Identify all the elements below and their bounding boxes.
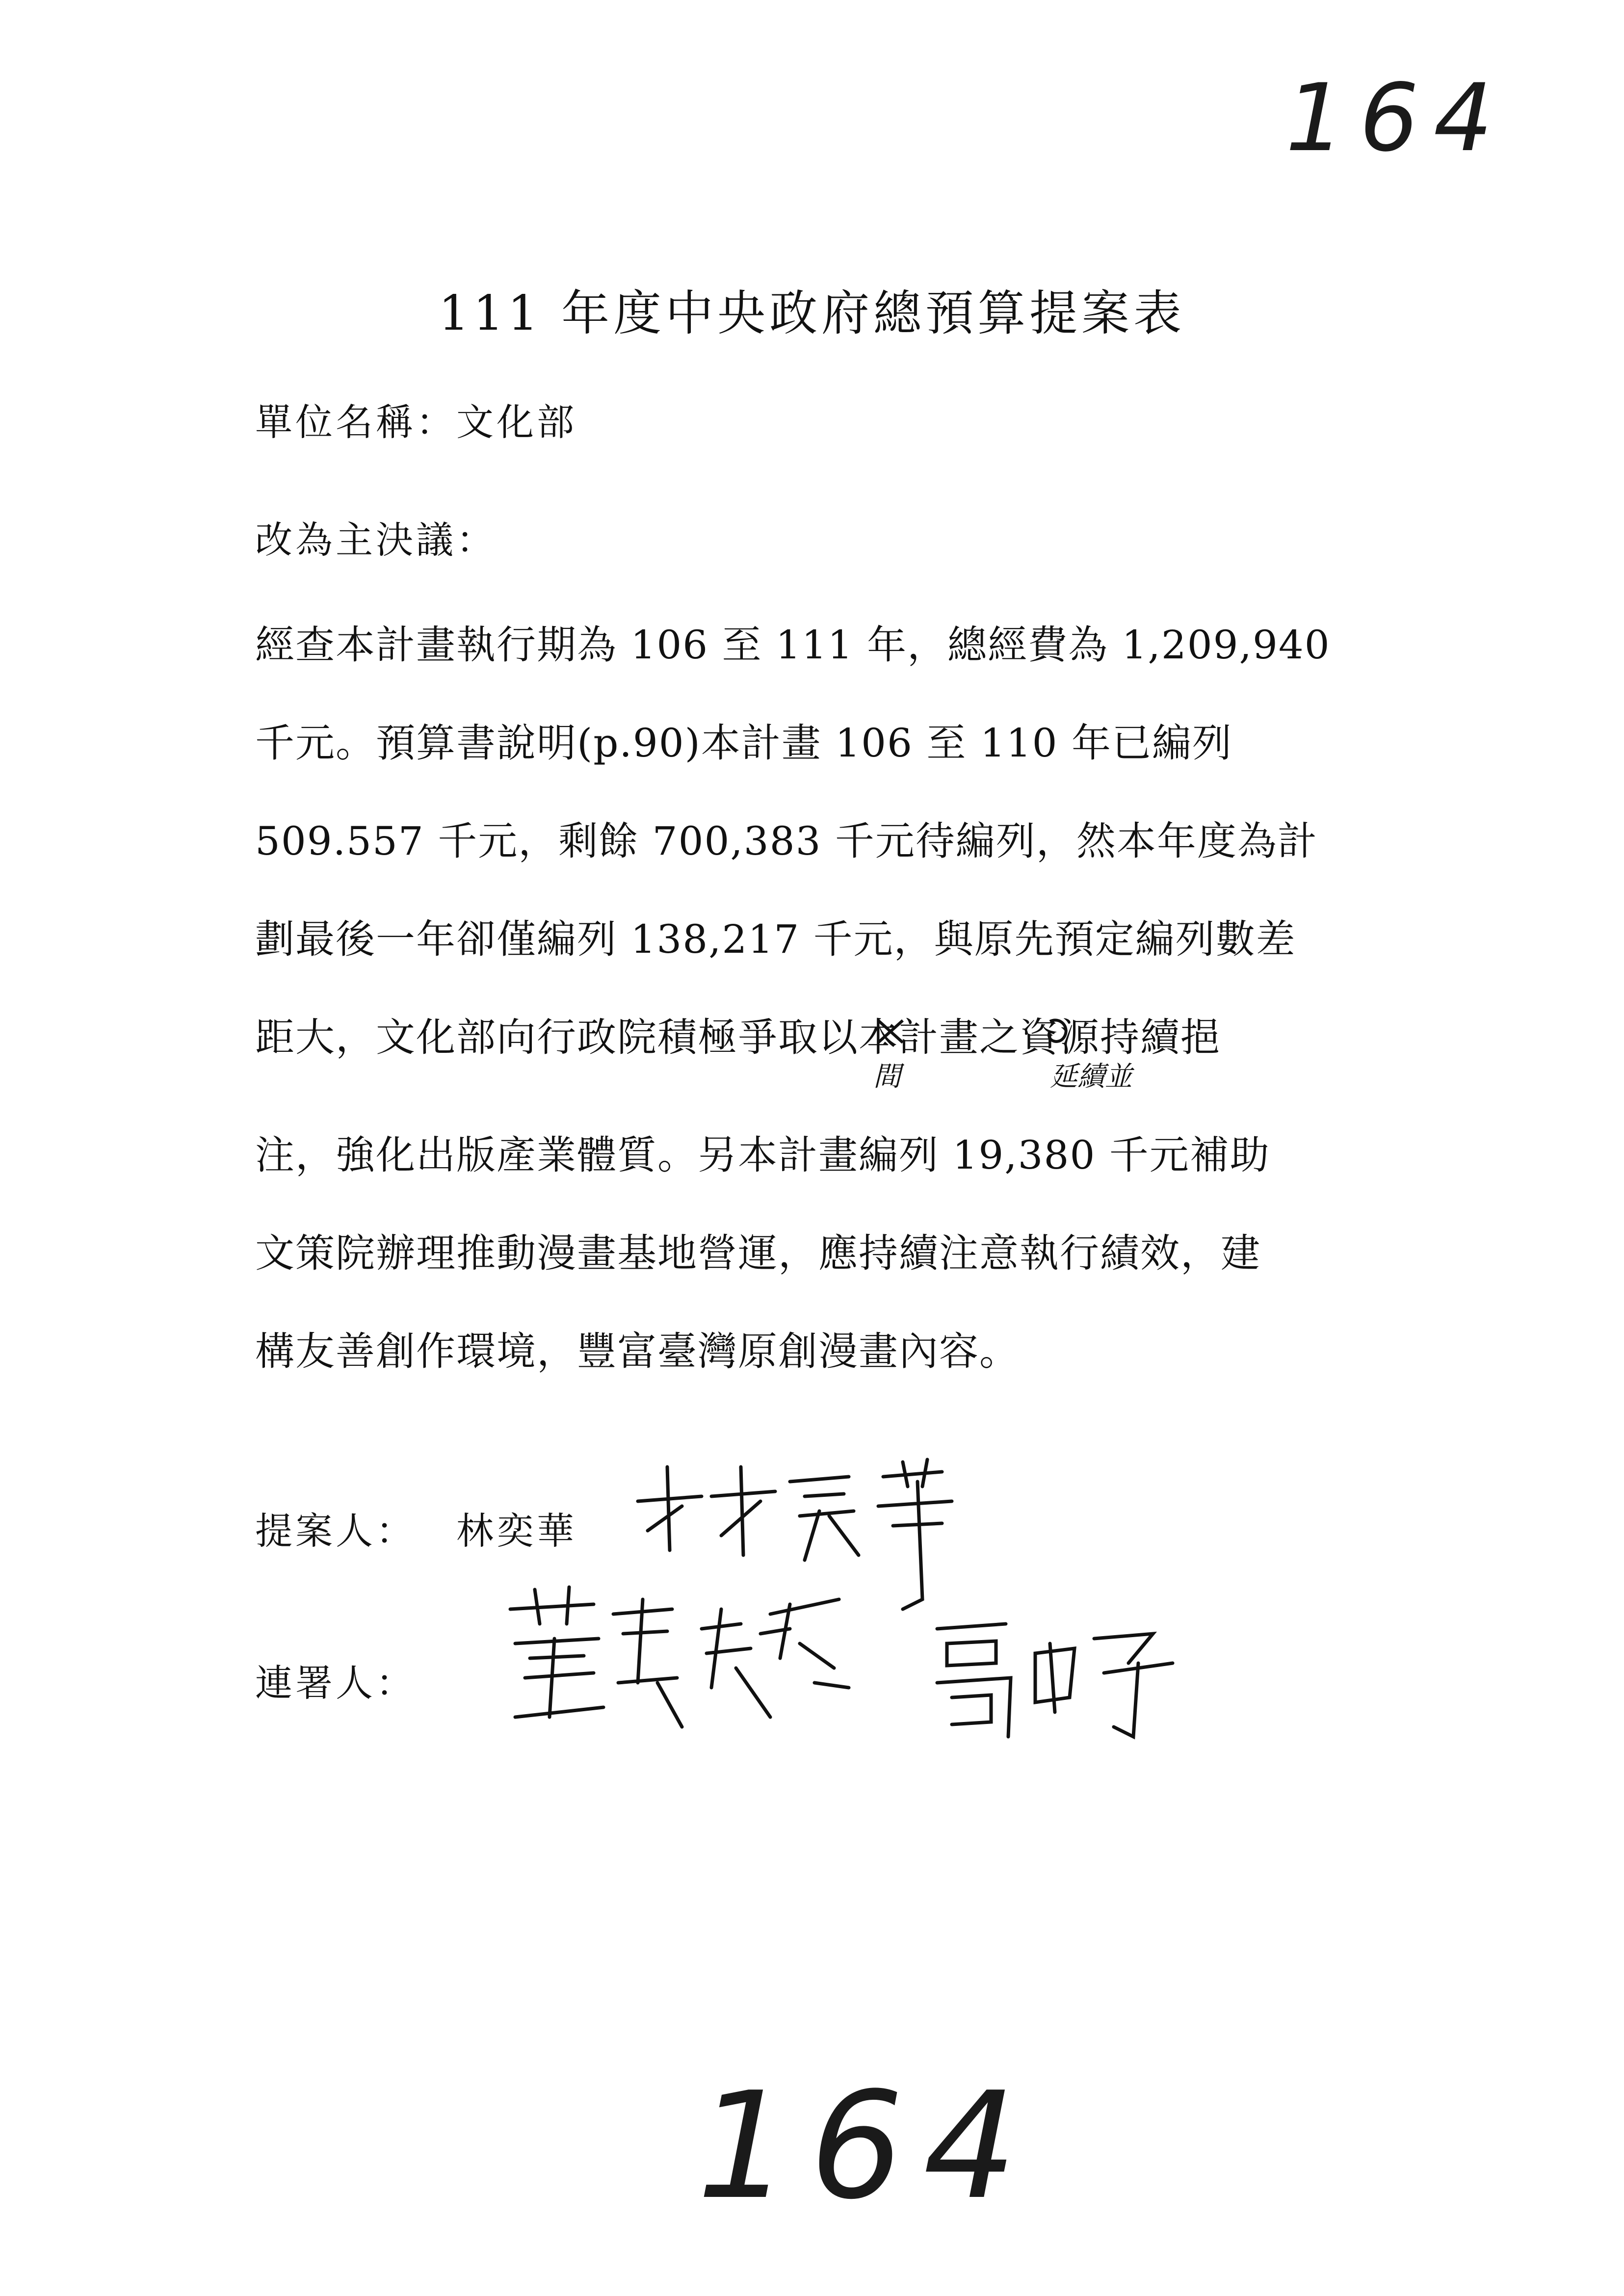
handwritten-insert-left: 間 — [873, 1061, 901, 1093]
unit-label: 單位名稱： — [255, 400, 456, 444]
body-line-5: 距大，文化部向行政院積極爭取以本計畫之資源持續挹 — [255, 1015, 1221, 1060]
body-line-8: 構友善創作環境，豐富臺灣原創漫畫內容。 — [255, 1329, 1020, 1374]
unit-value: 文化部 — [456, 400, 577, 444]
cosigner-signature-1 — [496, 1570, 868, 1756]
body-line-6: 注，強化出版產業體質。另本計畫編列 19,380 千元補助 — [255, 1132, 1270, 1178]
bottom-page-number: 164 — [697, 2061, 1037, 2232]
proposer-label: 提案人： — [255, 1509, 416, 1553]
cosigner-signature-2 — [917, 1599, 1212, 1756]
strike-mark-right — [1049, 1020, 1066, 1042]
document-title: 111 年度中央政府總預算提案表 — [438, 286, 1186, 341]
body-line-1: 經查本計畫執行期為 106 至 111 年，總經費為 1,209,940 — [255, 622, 1331, 668]
body-line-2: 千元。預算書說明(p.90)本計畫 106 至 110 年已編列 — [255, 720, 1232, 766]
top-page-number: 164 — [1285, 64, 1508, 172]
proposer-name: 林奕華 — [456, 1509, 577, 1553]
strike-mark-left — [878, 1020, 903, 1043]
resolution-label: 改為主決議： — [255, 518, 497, 562]
handwritten-insert-right: 延續並 — [1050, 1061, 1132, 1093]
body-line-7: 文策院辦理推動漫畫基地營運，應持續注意執行績效，建 — [255, 1230, 1261, 1276]
body-line-4: 劃最後一年卻僅編列 138,217 千元，與原先預定編列數差 — [255, 916, 1296, 962]
body-line-3: 509.557 千元，剩餘 700,383 千元待編列，然本年度為計 — [255, 818, 1318, 864]
cosigner-label: 連署人： — [255, 1661, 416, 1705]
